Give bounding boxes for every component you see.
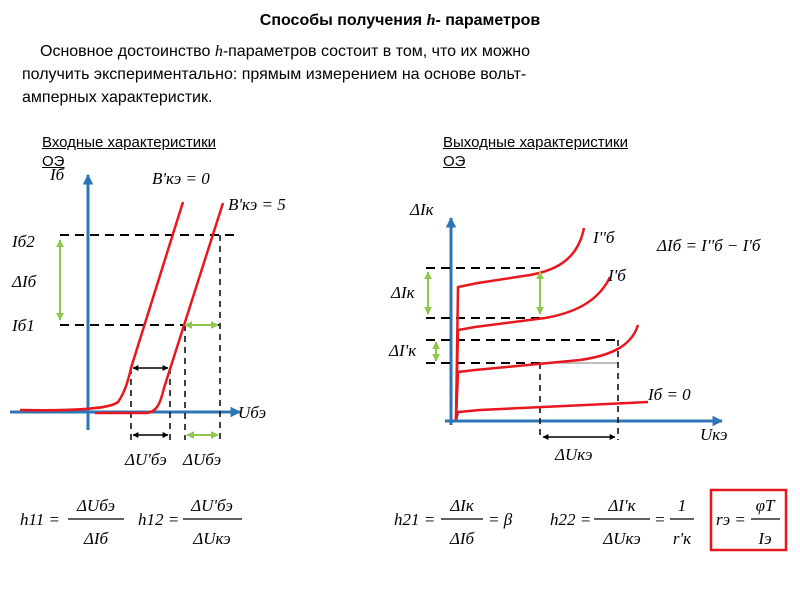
formula-lhs: h12 = — [138, 510, 180, 529]
delta-ib-relation: ΔIб = I''б − I'б — [657, 236, 761, 255]
formula-numerator: 1 — [677, 496, 687, 515]
delta-ik-prime-label: ΔI'к — [389, 341, 417, 360]
x-axis-label: Uкэ — [700, 425, 728, 444]
y-axis-label: ΔIк — [410, 200, 434, 219]
curve-ib-double-prime — [456, 228, 584, 420]
formula-numerator: ΔU'бэ — [191, 496, 233, 515]
formula-h11 — [20, 496, 124, 548]
formula-lhs: rэ = — [716, 510, 746, 529]
delta-ib-label: ΔIб — [12, 272, 37, 291]
formula-h21 — [394, 496, 513, 548]
formula-lhs: h11 = — [20, 510, 60, 529]
formula-numerator: ΔUбэ — [76, 496, 116, 515]
formula-denominator: Iэ — [758, 529, 772, 548]
curve-ib-zero — [456, 402, 648, 420]
delta-u-prime-label: ΔU'бэ — [125, 450, 167, 469]
curve-bke-0-label: B'кэ = 0 — [152, 169, 210, 188]
formula-denominator: ΔUкэ — [603, 529, 641, 548]
delta-u-label: ΔUбэ — [183, 450, 222, 469]
curve-bke-5-label: B'кэ = 5 — [228, 195, 286, 214]
delta-ukz-label: ΔUкэ — [555, 445, 593, 464]
x-axis-label: Uбэ — [238, 403, 267, 422]
curve-bke-0 — [20, 202, 183, 410]
formula-numerator: ΔI'к — [608, 496, 636, 515]
formula-h12 — [138, 496, 242, 548]
formula-denominator: ΔIб — [449, 529, 475, 548]
delta-ik-label: ΔIк — [391, 283, 415, 302]
formula-lhs: h22 = — [550, 510, 592, 529]
left-caption: Входные характеристики ОЭ — [42, 134, 217, 170]
curve-ib-double-prime-label: I''б — [593, 228, 615, 247]
formula-equals: = — [654, 510, 666, 529]
right-caption: Выходные характеристики ОЭ — [443, 134, 629, 170]
formula-lhs: h21 = — [394, 510, 436, 529]
formula-denominator: ΔUкэ — [193, 529, 231, 548]
output-characteristics-graph — [388, 200, 761, 464]
page-title: Способы получения h- параметров — [259, 12, 541, 29]
formula-numerator: ΔIк — [450, 496, 474, 515]
formula-tail: = β — [488, 510, 513, 529]
ib2-label: Iб2 — [12, 232, 35, 251]
y-axis-label: Iб — [50, 165, 65, 184]
formula-re — [711, 490, 786, 550]
input-characteristics-graph — [10, 165, 286, 469]
formula-denominator: r'к — [672, 529, 692, 548]
formula-denominator: ΔIб — [83, 529, 109, 548]
curve-ib-prime-label: I'б — [608, 266, 626, 285]
formula-numerator: φT — [755, 496, 775, 515]
ib1-label: Iб1 — [12, 316, 35, 335]
intro-text: Основное достоинство h-параметров состоит в том, что их можно получить экспериментально: прямым измерением на основе вольт- амперных характеристик. — [22, 43, 531, 106]
curve-ib-zero-label: Iб = 0 — [648, 385, 691, 404]
formula-h22 — [550, 496, 694, 548]
curve-ib-prime — [456, 277, 610, 420]
